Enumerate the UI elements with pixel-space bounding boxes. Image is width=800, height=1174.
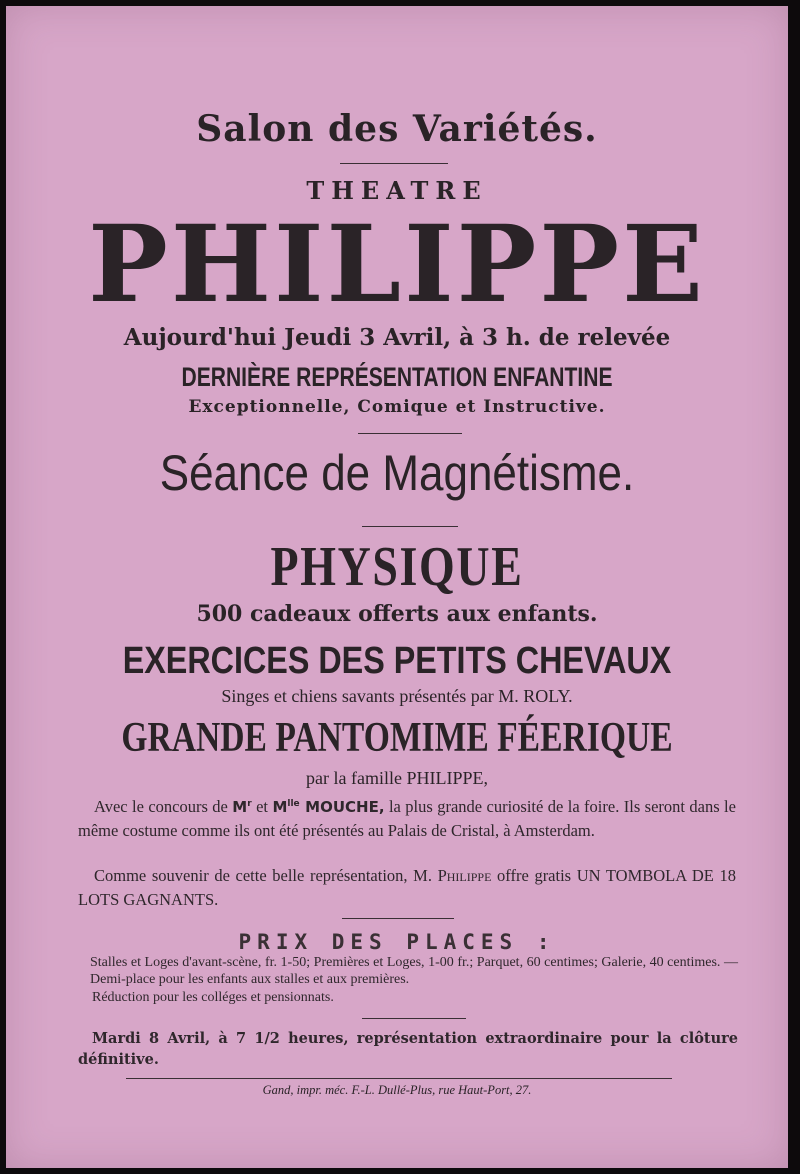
venue-title: Salon des Variétés. (196, 108, 598, 150)
performance-desc: Exceptionnelle, Comique et Instructive. (188, 397, 606, 417)
closing-announcement: Mardi 8 Avril, à 7 1/2 heures, représentation extraordinaire pour la clôture définitive. (78, 1030, 738, 1068)
animals-line: Singes et chiens savants présentés par M. ROLY. (221, 686, 573, 706)
mouche-paragraph: Avec le concours de $M^r$ et $M^{lle}$ MOUCHE, la plus grande curiosité de la foire. Ils seront dans le même costume comme ils ont été présentés au Palais de Cristal, à Amsterdam. (78, 797, 736, 840)
date-line: Aujourd'hui Jeudi 3 Avril, à 3 h. de relevée (123, 324, 671, 351)
gifts-line: 500 cadeaux offerts aux enfants. (196, 601, 598, 627)
magnetism-title: Séance de Magnétisme. (159, 445, 635, 501)
printer-imprint: Gand, impr. méc. F.-L. Dullé-Plus, rue Haut-Port, 27. (262, 1083, 532, 1097)
horses-line: EXERCICES DES PETITS CHEVAUX (122, 640, 672, 682)
divider (362, 1018, 466, 1019)
divider (362, 526, 458, 527)
prices-text: Stalles et Loges d'avant-scène, fr. 1-50; Premières et Loges, 1-00 fr.; Parquet, 60 centimes; Galerie, 40 centimes. — Demi-place pour les enfants aux stalles et aux premières. (90, 955, 738, 987)
divider (342, 918, 454, 919)
performance-type: DERNIÈRE REPRÉSENTATION ENFANTINE (181, 362, 613, 392)
family-line: par la famille PHILIPPE, (306, 768, 488, 788)
physique-title: PHYSIQUE (270, 536, 524, 598)
divider (358, 433, 462, 434)
souvenir-paragraph: Comme souvenir de cette belle représentation, M. Philippe offre gratis UN TOMBOLA DE 18 LOTS GAGNANTS. (78, 866, 736, 909)
divider (340, 163, 448, 164)
footer-rule (126, 1078, 672, 1079)
theatre-name: PHILIPPE (88, 201, 706, 326)
theatre-label: THEATRE (306, 176, 488, 205)
poster-sheet (6, 6, 788, 1168)
prices-title: PRIX DES PLACES : (238, 930, 556, 954)
pantomime-title: GRANDE PANTOMIME FÉERIQUE (121, 715, 673, 761)
reduction-line: Réduction pour les colléges et pensionnats. (92, 990, 334, 1005)
